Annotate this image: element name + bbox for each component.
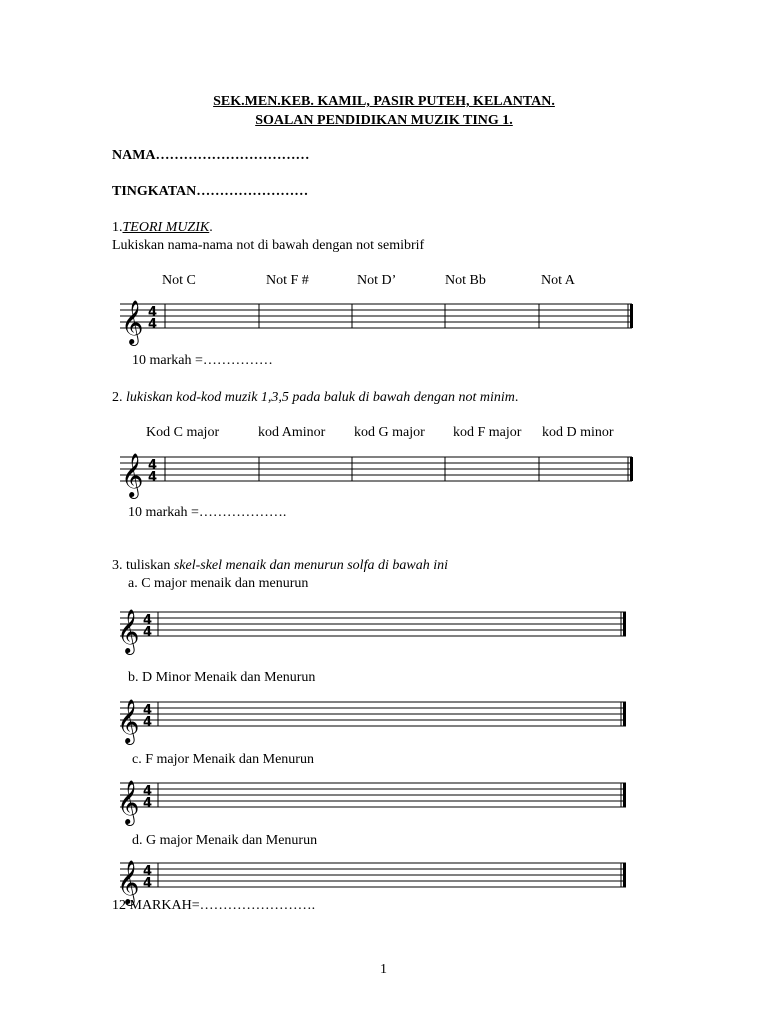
treble-clef-icon: 𝄞: [117, 609, 140, 653]
time-sig-bottom: 4: [143, 715, 153, 730]
time-sig-bottom: 4: [148, 470, 158, 485]
time-sig-bottom: 4: [148, 317, 158, 332]
q2-label-1: Kod C major: [146, 425, 220, 440]
q1-label-4: Not Bb: [445, 273, 486, 288]
time-sig-top: 4: [143, 613, 153, 628]
page-number: 1: [380, 962, 387, 977]
q3-part-d: d. G major Menaik dan Menurun: [132, 833, 318, 848]
staff-q3b: [117, 699, 626, 745]
q1-label-5: Not A: [541, 273, 575, 288]
staff-q3a: [117, 609, 626, 655]
q2-instruction-end: .: [514, 390, 519, 405]
time-sig-bottom: 4: [143, 876, 153, 891]
q1-label-1: Not C: [162, 273, 196, 288]
time-sig-bottom: 4: [143, 796, 153, 811]
q3-instruction: skel-skel menaik dan menurun solfa di bawah ini: [173, 558, 448, 573]
q3-part-a: a. C major menaik dan menurun: [128, 576, 309, 591]
q1-instruction: Lukiskan nama-nama not di bawah dengan not semibrif: [112, 238, 425, 253]
q2-number: 2.: [112, 390, 126, 405]
treble-clef-icon: 𝄞: [117, 860, 140, 904]
q3-marks: 12 MARKAH=…………………….: [112, 898, 316, 913]
q1-marks: 10 markah =……………: [132, 353, 273, 368]
treble-clef-icon: 𝄞: [117, 699, 140, 743]
treble-clef-icon: 𝄞: [117, 780, 140, 824]
q2-heading: [112, 390, 518, 406]
time-sig-top: 4: [143, 703, 153, 718]
q2-label-3: kod G major: [354, 425, 425, 440]
q1-title-end: .: [209, 220, 213, 235]
q3-part-c: c. F major Menaik dan Menurun: [132, 752, 314, 767]
treble-clef-icon: 𝄞: [121, 453, 144, 497]
time-sig-top: 4: [143, 864, 153, 879]
time-sig-top: 4: [143, 784, 153, 799]
staff-q3c: [117, 780, 626, 826]
q2-label-4: kod F major: [453, 425, 522, 440]
time-sig-top: 4: [148, 305, 158, 320]
q1-title: TEORI MUZIK: [122, 220, 210, 235]
q1-label-2: Not F #: [266, 273, 309, 288]
q2-label-5: kod D minor: [542, 425, 614, 440]
q3-part-b: b. D Minor Menaik dan Menurun: [128, 670, 316, 685]
school-title: SEK.MEN.KEB. KAMIL, PASIR PUTEH, KELANTAN.: [213, 94, 555, 109]
treble-clef-icon: 𝄞: [121, 300, 144, 344]
staff-q1: [120, 300, 633, 346]
q3-heading: [112, 558, 448, 574]
q1-label-3: Not D’: [357, 273, 397, 288]
tingkatan-field: TINGKATAN……………………: [112, 184, 309, 199]
time-sig-top: 4: [148, 458, 158, 473]
nama-field: NAMA……………………………: [112, 148, 310, 163]
q1-number: 1.: [112, 220, 123, 235]
q2-instruction: lukiskan kod-kod muzik 1,3,5 pada baluk di bawah dengan not minim: [126, 390, 515, 405]
subject-title: SOALAN PENDIDIKAN MUZIK TING 1.: [255, 113, 513, 128]
q2-marks: 10 markah =……………….: [128, 505, 287, 520]
staff-q2: [120, 453, 633, 499]
time-sig-bottom: 4: [143, 625, 153, 640]
q2-label-2: kod Aminor: [258, 425, 326, 440]
q3-number: 3. tuliskan: [112, 558, 174, 573]
